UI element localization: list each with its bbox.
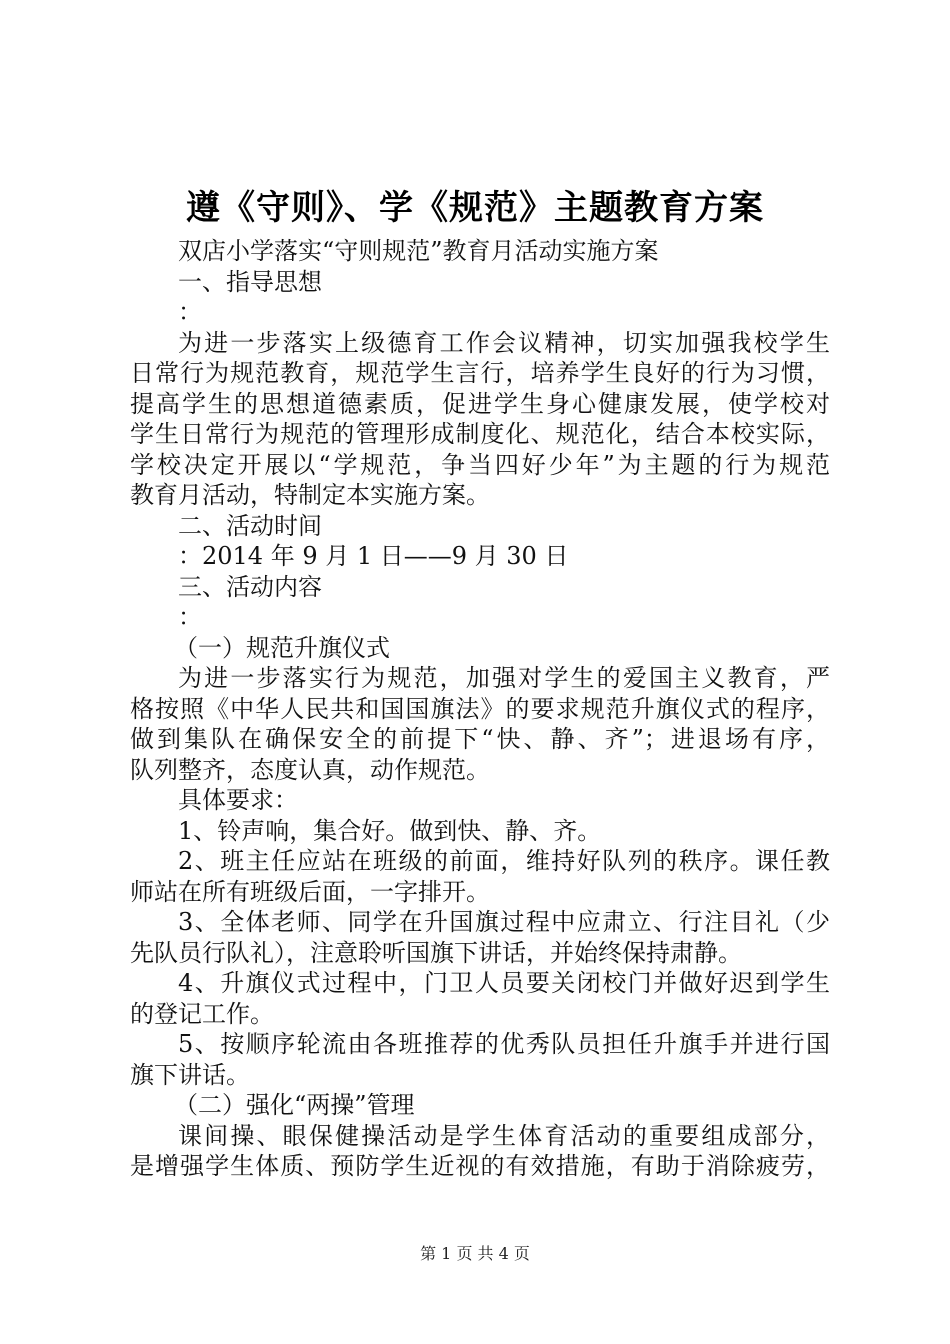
paragraph-line: 日常行为规范教育，规范学生言行，培养学生良好的行为习惯， <box>130 359 830 387</box>
paragraph-line: 为进一步落实上级德育工作会议精神，切实加强我校学生 <box>178 328 830 357</box>
requirement-item: 先队员行队礼），注意聆听国旗下讲话，并始终保持肃静。 <box>130 938 742 967</box>
page-number: 第 1 页 共 4 页 <box>420 1244 530 1263</box>
requirement-item: 5、按顺序轮流由各班推荐的优秀队员担任升旗手并进行国 <box>178 1030 830 1058</box>
paragraph-line: 为进一步落实行为规范，加强对学生的爱国主义教育，严 <box>178 664 830 692</box>
subtitle-line: 双店小学落实“守则规范”教育月活动实施方案 <box>178 237 659 265</box>
document-body <box>130 236 830 1182</box>
subsection-heading-2: （二）强化“两操”管理 <box>174 1091 415 1119</box>
paragraph-line: 格按照《中华人民共和国国旗法》的要求规范升旗仪式的程序， <box>130 694 830 723</box>
paragraph-line: 是增强学生体质、预防学生近视的有效措施，有助于消除疲劳， <box>130 1152 830 1180</box>
section-heading-3: 三、活动内容 <box>178 572 322 601</box>
requirement-item: 2、班主任应站在班级的前面，维持好队列的秩序。课任教 <box>178 847 830 875</box>
requirement-item: 1、铃声响，集合好。做到快、静、齐。 <box>178 816 602 845</box>
paragraph-line: 课间操、眼保健操活动是学生体育活动的重要组成部分， <box>178 1121 830 1150</box>
subsection-heading-1: （一）规范升旗仪式 <box>174 633 390 662</box>
section-heading-1: 一、指导思想 <box>178 267 322 296</box>
paragraph-line: 学生日常行为规范的管理形成制度化、规范化，结合本校实际， <box>130 420 830 448</box>
requirement-item: 师站在所有班级后面，一字排开。 <box>130 877 490 906</box>
requirements-heading: 具体要求： <box>178 786 298 814</box>
document-title: 遵《守则》、学《规范》主题教育方案 <box>186 188 764 228</box>
paragraph-line: 提高学生的思想道德素质，促进学生身心健康发展，使学校对 <box>130 389 830 418</box>
paragraph-line: 教育月活动，特制定本实施方案。 <box>130 481 490 509</box>
colon-line: ： <box>178 298 202 326</box>
section-heading-2: 二、活动时间 <box>178 511 322 540</box>
activity-date-line: ：2014 年 9 月 1 日——9 月 30 日 <box>178 542 569 570</box>
paragraph-line: 做到集队在确保安全的前提下“快、静、齐”；进退场有序， <box>130 725 830 753</box>
colon-line: ： <box>178 603 202 631</box>
requirement-item: 旗下讲话。 <box>130 1060 250 1089</box>
requirement-item: 3、全体老师、同学在升国旗过程中应肃立、行注目礼（少 <box>178 908 830 936</box>
paragraph-line: 队列整齐，态度认真，动作规范。 <box>130 755 490 784</box>
requirement-item: 的登记工作。 <box>130 999 274 1028</box>
requirement-item: 4、升旗仪式过程中，门卫人员要关闭校门并做好迟到学生 <box>178 969 830 997</box>
paragraph-line: 学校决定开展以“学规范，争当四好少年”为主题的行为规范 <box>130 450 830 479</box>
